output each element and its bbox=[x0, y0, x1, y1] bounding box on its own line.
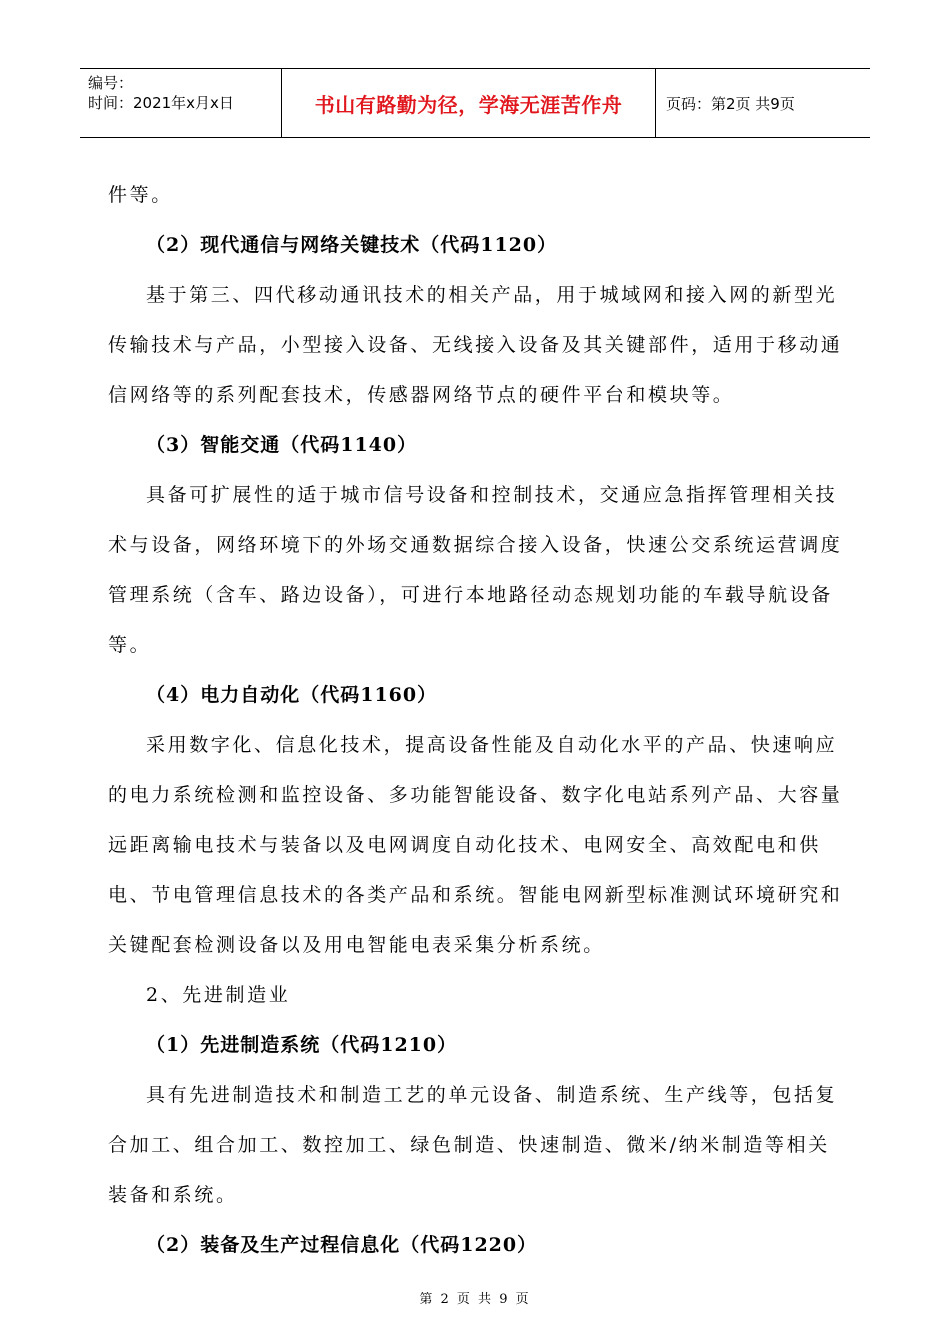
section-heading-manufacturing: 2、先进制造业 bbox=[146, 984, 291, 1006]
paragraph-communication: 基于第三、四代移动通讯技术的相关产品，用于城域网和接入网的新型光传输技术与产品，小型接入设备、无线接入设备及其关键部件，适用于移动通信网络等的系列配套技术，传感器网络节点的硬件平台和模块等。 bbox=[108, 284, 843, 406]
heading-transport: （3）智能交通（代码1140） bbox=[146, 434, 418, 456]
doc-number: 编号： bbox=[88, 74, 134, 92]
header-motto: 书山有路勤为径，学海无涯苦作舟 bbox=[282, 69, 656, 137]
header-meta-cell bbox=[80, 69, 282, 137]
document-body bbox=[108, 170, 844, 1270]
page-footer: 第 2 页 共 9 页 bbox=[419, 1292, 531, 1307]
page-header bbox=[80, 68, 870, 138]
paragraph-manufacturing-system: 具有先进制造技术和制造工艺的单元设备、制造系统、生产线等，包括复合加工、组合加工、数控加工、绿色制造、快速制造、微米/纳米制造等相关装备和系统。 bbox=[108, 1084, 838, 1206]
doc-time: 时间：2021年x月x日 bbox=[88, 94, 234, 112]
heading-communication: （2）现代通信与网络关键技术（代码1120） bbox=[146, 234, 558, 256]
heading-manufacturing-system: （1）先进制造系统（代码1210） bbox=[146, 1034, 458, 1056]
paragraph-continuation: 件等。 bbox=[108, 184, 173, 206]
paragraph-transport: 具备可扩展性的适于城市信号设备和控制技术，交通应急指挥管理相关技术与设备，网络环境下的外场交通数据综合接入设备，快速公交系统运营调度管理系统（含车、路边设备），可进行本地路径动态规划功能的车载导航设备等。 bbox=[108, 484, 843, 656]
heading-power: （4）电力自动化（代码1160） bbox=[146, 684, 438, 706]
paragraph-power: 采用数字化、信息化技术，提高设备性能及自动化水平的产品、快速响应的电力系统检测和监控设备、多功能智能设备、数字化电站系列产品、大容量远距离输电技术与装备以及电网调度自动化技术、电网安全、高效配电和供电、节电管理信息技术的各类产品和系统。智能电网新型标准测试环境研究和关键配套检测设备以及用电智能电表采集分析系统。 bbox=[108, 734, 843, 956]
heading-informatization: （2）装备及生产过程信息化（代码1220） bbox=[146, 1234, 538, 1256]
header-page-info: 页码：第2页 共9页 bbox=[666, 94, 795, 113]
